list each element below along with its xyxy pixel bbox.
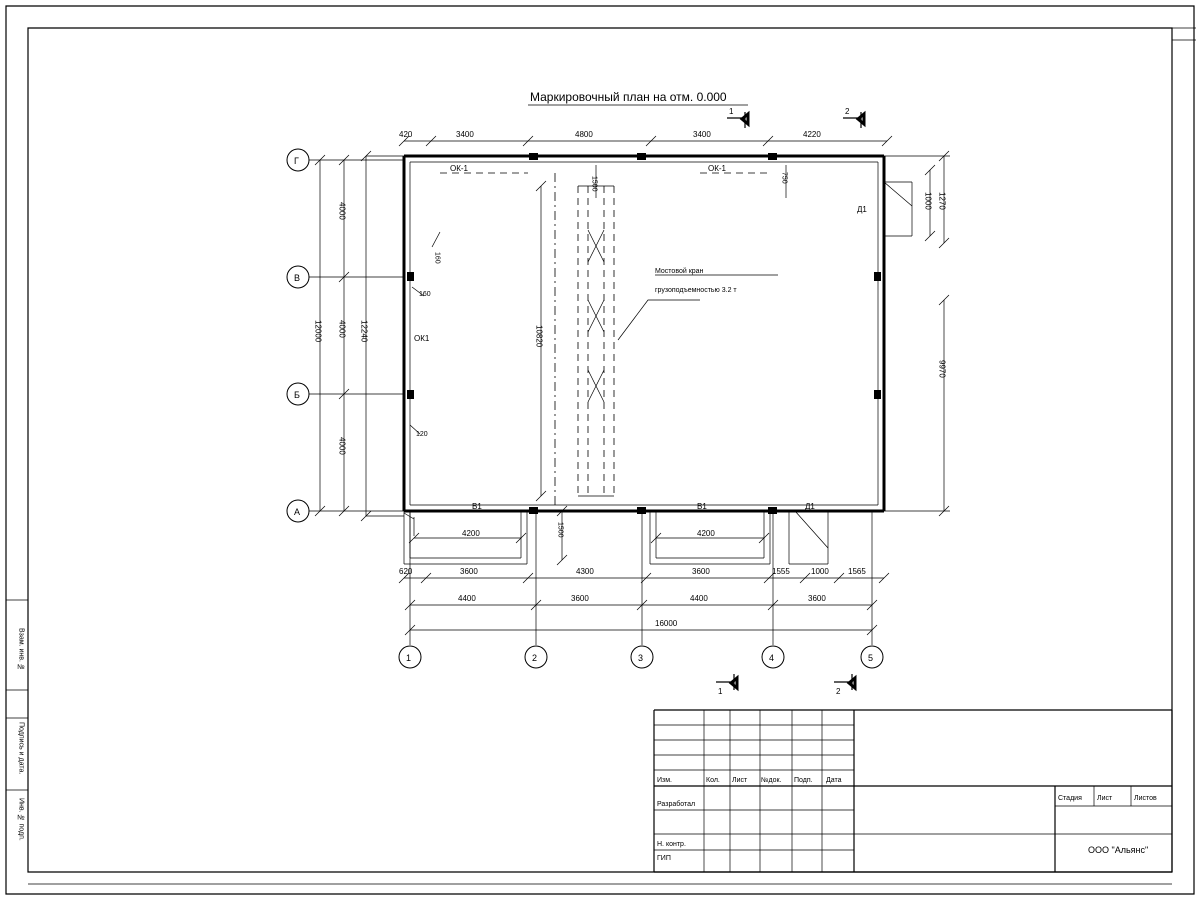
opening-top-3 bbox=[768, 153, 777, 160]
section-mark-bottom-2-label: 2 bbox=[836, 687, 841, 696]
axis-label-4: 4 bbox=[769, 653, 775, 663]
section-mark-top-1-label: 1 bbox=[729, 107, 734, 116]
axis-label-2: 2 bbox=[532, 653, 538, 663]
dim-interior-120: 120 bbox=[416, 431, 428, 438]
axis-label-g: Г bbox=[294, 156, 299, 166]
door-right bbox=[857, 182, 912, 236]
tb-company: ООО "Альянс" bbox=[1088, 845, 1149, 855]
dim-left-inner-total: 12240 bbox=[359, 320, 369, 343]
dim-bottom2-0: 4400 bbox=[458, 594, 476, 603]
dim-bottom1-2: 4300 bbox=[576, 567, 594, 576]
dim-right-1270: 1270 bbox=[937, 192, 947, 210]
dim-bottom1-1: 3600 bbox=[460, 567, 478, 576]
axis-label-5: 5 bbox=[868, 653, 874, 663]
opening-left-1 bbox=[407, 272, 414, 281]
dim-gate-1500: 1500 bbox=[556, 522, 564, 538]
section-mark-top-1 bbox=[727, 107, 748, 128]
tb-header-4: Подп. bbox=[794, 777, 813, 784]
dimension-chain-right bbox=[884, 151, 950, 516]
left-margin-stamps bbox=[6, 600, 28, 872]
dimension-chain-bottom-1 bbox=[399, 567, 889, 583]
opening-bottom-2 bbox=[637, 507, 646, 514]
dim-bottom2-2: 4400 bbox=[690, 594, 708, 603]
dim-top-2: 4800 bbox=[575, 130, 593, 139]
dim-bottom1-4: 1555 bbox=[772, 567, 790, 576]
overhead-crane bbox=[535, 173, 779, 505]
wall-openings bbox=[407, 153, 881, 514]
section-mark-bottom-2 bbox=[834, 674, 855, 696]
dim-crane-span: 10820 bbox=[534, 325, 544, 348]
interior-dimensions bbox=[410, 165, 788, 438]
crane-note-line2: грузоподъемностью 3.2 т bbox=[655, 287, 737, 294]
axis-label-b: Б bbox=[294, 390, 300, 400]
label-door-right: Д1 bbox=[857, 205, 867, 214]
section-mark-bottom-1-label: 1 bbox=[718, 687, 723, 696]
stamp-label-0: Взам. инв. № bbox=[17, 628, 25, 671]
dim-bottom2-3: 3600 bbox=[808, 594, 826, 603]
dim-bottom-total: 16000 bbox=[655, 619, 678, 628]
tb-header-2: Лист bbox=[732, 777, 748, 784]
label-window-top-left: ОК-1 bbox=[450, 164, 468, 173]
label-window-left: ОК1 bbox=[414, 334, 430, 343]
dim-interior-160a: 160 bbox=[433, 252, 441, 264]
dim-gate-left-4200: 4200 bbox=[462, 529, 480, 538]
plan-title-text: Маркировочный план на отм. 0.000 bbox=[530, 90, 727, 104]
dim-left-2: 4000 bbox=[337, 437, 347, 455]
dim-left-0: 4000 bbox=[337, 202, 347, 220]
tb-stage-0: Стадия bbox=[1058, 795, 1082, 802]
label-gate-left: В1 bbox=[472, 502, 482, 511]
dim-right-1000: 1000 bbox=[923, 192, 933, 210]
dimension-bottom-total bbox=[405, 619, 877, 635]
opening-top-1 bbox=[529, 153, 538, 160]
axis-label-v: В bbox=[294, 273, 301, 283]
dimension-chain-bottom-2 bbox=[405, 594, 877, 610]
dim-top-1: 3400 bbox=[456, 130, 474, 139]
tb-header-3: №док. bbox=[761, 777, 782, 784]
dimension-chain-left bbox=[314, 151, 405, 521]
section-mark-bottom-1 bbox=[716, 674, 737, 696]
dim-left-total: 12000 bbox=[313, 320, 323, 343]
dim-top-4: 4220 bbox=[803, 130, 821, 139]
opening-right-2 bbox=[874, 390, 881, 399]
plan-title bbox=[528, 90, 748, 105]
section-mark-top-2 bbox=[843, 107, 864, 128]
opening-right-1 bbox=[874, 272, 881, 281]
dim-interior-160b: 160 bbox=[419, 291, 431, 298]
dim-bottom1-3: 3600 bbox=[692, 567, 710, 576]
dim-gate-right-4200: 4200 bbox=[697, 529, 715, 538]
tb-header-0: Изм. bbox=[657, 777, 672, 784]
tb-role-1: Н. контр. bbox=[657, 841, 686, 848]
axis-label-1: 1 bbox=[406, 653, 412, 663]
dim-bottom1-5: 1000 bbox=[811, 567, 829, 576]
dim-top-3: 3400 bbox=[693, 130, 711, 139]
axis-label-3: 3 bbox=[638, 653, 644, 663]
axis-label-a: А bbox=[294, 507, 301, 517]
dimension-chain-top bbox=[399, 130, 892, 146]
label-door-bottom: Д1 bbox=[805, 502, 815, 511]
opening-left-2 bbox=[407, 390, 414, 399]
building-outline bbox=[404, 156, 884, 511]
tb-stage-1: Лист bbox=[1097, 795, 1113, 802]
dim-bottom1-6: 1565 bbox=[848, 567, 866, 576]
label-gate-right: В1 bbox=[697, 502, 707, 511]
opening-bottom-1 bbox=[529, 507, 538, 514]
dim-interior-1500-top: 1500 bbox=[590, 176, 598, 192]
tb-header-5: Дата bbox=[826, 777, 842, 784]
dim-bottom2-1: 3600 bbox=[571, 594, 589, 603]
section-mark-top-2-label: 2 bbox=[845, 107, 850, 116]
tb-role-2: ГИП bbox=[657, 855, 671, 862]
tb-header-1: Кол. bbox=[706, 777, 720, 784]
crane-note-line1: Мостовой кран bbox=[655, 268, 704, 275]
title-block bbox=[654, 710, 1172, 872]
dim-bottom1-0: 620 bbox=[399, 567, 413, 576]
dim-left-1: 4000 bbox=[337, 320, 347, 338]
opening-bottom-3 bbox=[768, 507, 777, 514]
dim-right-9970: 9970 bbox=[937, 360, 947, 378]
sheet-border bbox=[6, 6, 1196, 894]
opening-top-2 bbox=[637, 153, 646, 160]
tb-stage-2: Листов bbox=[1134, 795, 1157, 802]
stamp-label-2: Инв. № подп. bbox=[17, 798, 25, 841]
dim-top-0: 420 bbox=[399, 130, 413, 139]
tb-role-0: Разработал bbox=[657, 801, 696, 808]
label-window-top-right: ОК-1 bbox=[708, 164, 726, 173]
stamp-label-1: Подпись и дата. bbox=[17, 722, 25, 775]
dim-interior-750: 750 bbox=[780, 172, 788, 184]
